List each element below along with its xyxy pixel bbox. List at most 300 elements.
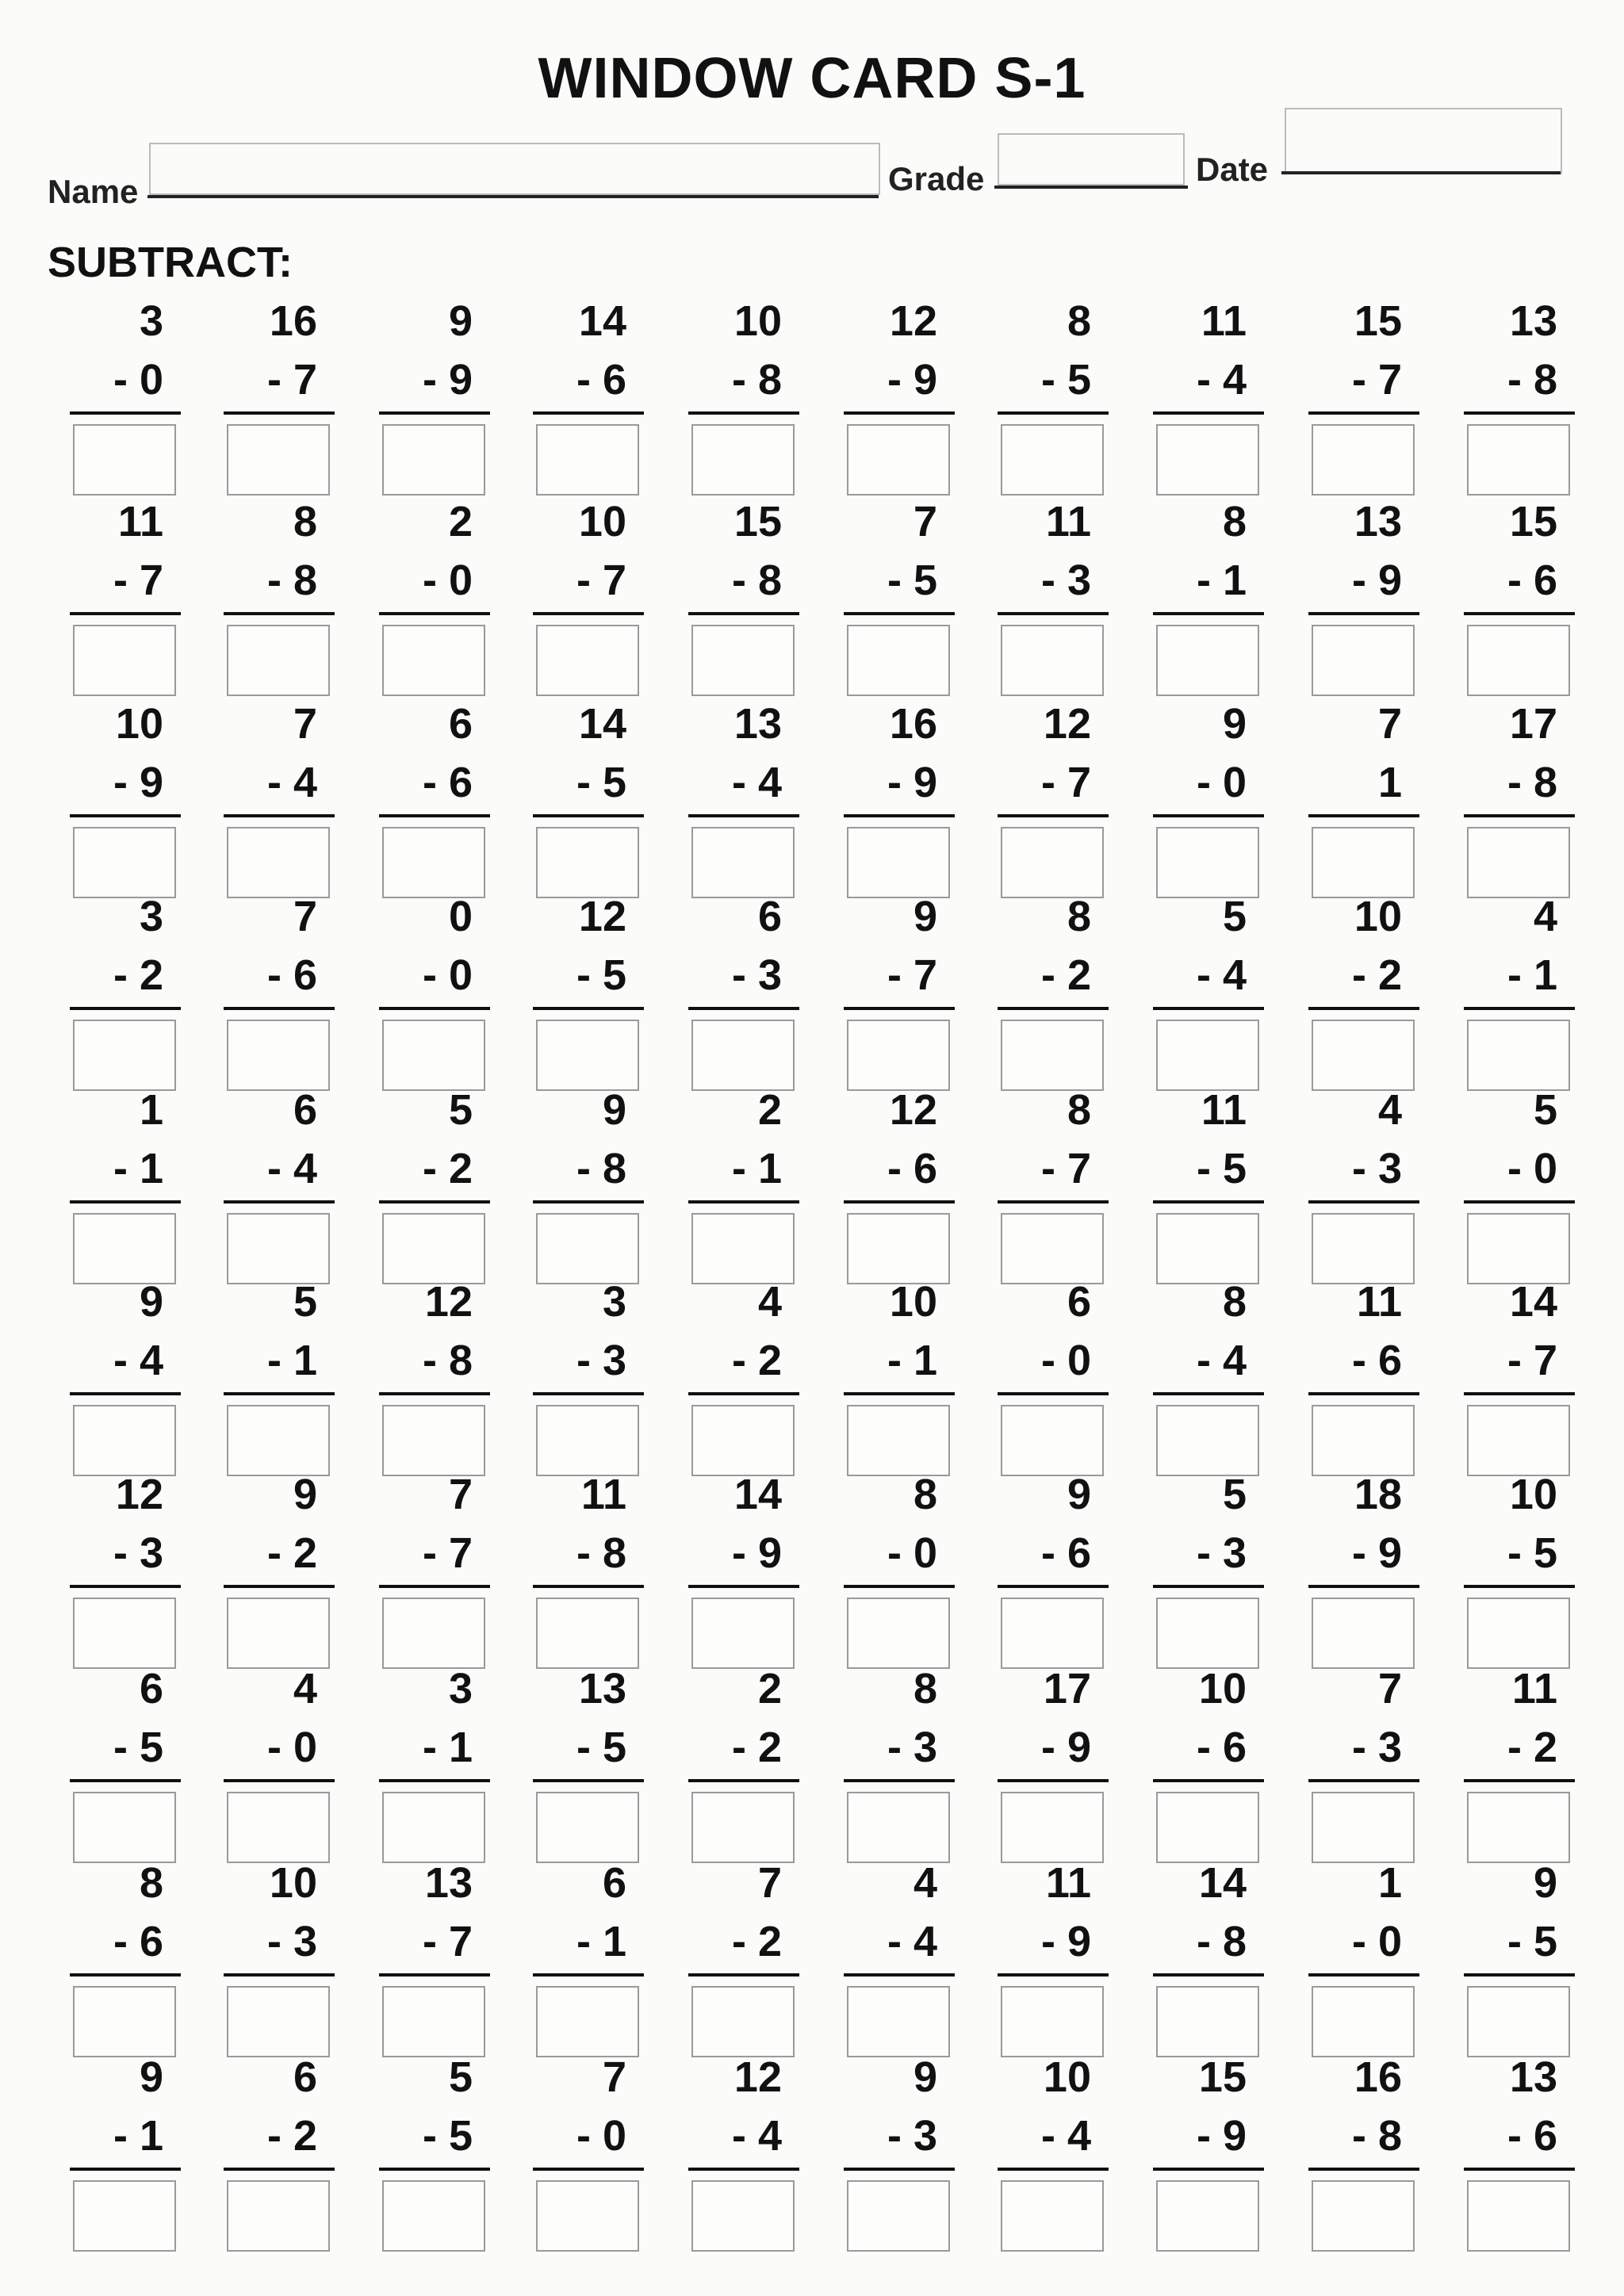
problem-item: [379, 1278, 498, 1441]
answer-rule: [533, 612, 644, 615]
answer-box[interactable]: [73, 1213, 176, 1284]
answer-rule: [1308, 1007, 1419, 1010]
answer-box[interactable]: [382, 1020, 485, 1091]
minuend: 8: [913, 1665, 937, 1712]
problem-item: [1308, 297, 1427, 460]
answer-box[interactable]: [382, 1986, 485, 2057]
minuend: 4: [293, 1665, 317, 1712]
minuend: 7: [293, 893, 317, 940]
subtrahend: - 1: [576, 1918, 626, 1965]
grade-field[interactable]: [998, 133, 1185, 186]
problem-item: [688, 1086, 807, 1249]
minuend: 6: [293, 1086, 317, 1134]
problem-item: [1464, 297, 1583, 460]
answer-rule: [533, 1585, 644, 1588]
problem-item: [844, 1471, 963, 1633]
answer-box[interactable]: [1001, 2180, 1104, 2252]
subtrahend: - 5: [1196, 1145, 1247, 1192]
answer-box[interactable]: [1001, 1598, 1104, 1669]
minuend: 13: [1509, 297, 1557, 345]
subtrahend: - 7: [887, 951, 937, 999]
minuend: 14: [1509, 1278, 1557, 1326]
problem-item: [1308, 1086, 1427, 1249]
subtrahend: - 2: [731, 1918, 782, 1965]
problem-item: [998, 1665, 1116, 1827]
problem-item: [224, 1278, 343, 1441]
answer-rule: [70, 1392, 181, 1395]
subtrahend: - 0: [266, 1724, 317, 1771]
minuend: 11: [117, 498, 163, 545]
minuend: 15: [1198, 2053, 1247, 2101]
answer-box[interactable]: [691, 1020, 795, 1091]
answer-box[interactable]: [1312, 1598, 1415, 1669]
answer-box[interactable]: [227, 1405, 330, 1476]
minuend: 15: [1509, 498, 1557, 545]
subtrahend: - 4: [1040, 2112, 1091, 2160]
answer-rule: [688, 814, 799, 817]
minuend: 8: [1222, 498, 1247, 545]
subtrahend: - 3: [887, 2112, 937, 2160]
answer-rule: [1153, 1007, 1264, 1010]
problem-item: [1308, 2053, 1427, 2216]
problem-item: [688, 297, 807, 460]
subtrahend: - 4: [731, 759, 782, 806]
subtrahend: - 3: [1351, 1724, 1402, 1771]
answer-rule: [224, 1585, 335, 1588]
minuend: 11: [1356, 1278, 1402, 1326]
answer-box[interactable]: [227, 1020, 330, 1091]
minuend: 10: [1043, 2053, 1091, 2101]
answer-rule: [70, 814, 181, 817]
minuend: 6: [448, 700, 473, 748]
minuend: 10: [889, 1278, 937, 1326]
answer-box[interactable]: [1156, 625, 1259, 696]
answer-box[interactable]: [847, 827, 950, 898]
answer-box[interactable]: [1156, 1020, 1259, 1091]
answer-rule: [844, 1585, 955, 1588]
answer-box[interactable]: [536, 625, 639, 696]
answer-rule: [688, 1007, 799, 1010]
answer-rule: [844, 1779, 955, 1782]
answer-rule: [1464, 612, 1575, 615]
answer-rule: [1464, 2168, 1575, 2171]
answer-box[interactable]: [1001, 827, 1104, 898]
subtrahend: - 8: [1196, 1918, 1247, 1965]
answer-rule: [224, 1200, 335, 1203]
answer-rule: [1308, 612, 1419, 615]
answer-rule: [533, 411, 644, 415]
answer-box[interactable]: [1001, 1020, 1104, 1091]
subtrahend: - 7: [266, 356, 317, 404]
answer-box[interactable]: [847, 1213, 950, 1284]
answer-box[interactable]: [691, 424, 795, 496]
subtrahend: - 5: [422, 2112, 473, 2160]
answer-box[interactable]: [227, 1792, 330, 1863]
subtrahend: - 0: [1351, 1918, 1402, 1965]
answer-box[interactable]: [1312, 827, 1415, 898]
answer-box[interactable]: [691, 1405, 795, 1476]
minuend: 7: [448, 1471, 473, 1518]
answer-box[interactable]: [227, 1213, 330, 1284]
answer-rule: [688, 1585, 799, 1588]
subtrahend: - 8: [422, 1337, 473, 1384]
answer-box[interactable]: [382, 1213, 485, 1284]
answer-box[interactable]: [536, 1598, 639, 1669]
answer-box[interactable]: [1467, 1986, 1570, 2057]
answer-box[interactable]: [1156, 424, 1259, 496]
answer-rule: [379, 2168, 490, 2171]
answer-rule: [688, 1973, 799, 1976]
subtrahend: - 1: [422, 1724, 473, 1771]
answer-box[interactable]: [1156, 1213, 1259, 1284]
subtrahend: - 6: [1351, 1337, 1402, 1384]
minuend: 6: [139, 1665, 163, 1712]
answer-box[interactable]: [227, 424, 330, 496]
answer-box[interactable]: [536, 827, 639, 898]
subtrahend: - 6: [1196, 1724, 1247, 1771]
answer-box[interactable]: [1467, 1792, 1570, 1863]
answer-box[interactable]: [73, 1405, 176, 1476]
answer-box[interactable]: [1467, 827, 1570, 898]
subtrahend: - 4: [1196, 951, 1247, 999]
subtrahend: - 9: [422, 356, 473, 404]
problem-item: [224, 1471, 343, 1633]
subtrahend: - 0: [1040, 1337, 1091, 1384]
answer-box[interactable]: [1312, 2180, 1415, 2252]
answer-rule: [70, 411, 181, 415]
problem-item: [224, 893, 343, 1055]
subtrahend: - 0: [887, 1529, 937, 1577]
answer-box[interactable]: [536, 1405, 639, 1476]
answer-box[interactable]: [382, 827, 485, 898]
problem-item: [1153, 1665, 1272, 1827]
minuend: 7: [1377, 700, 1402, 748]
subtrahend: - 8: [266, 557, 317, 604]
minuend: 10: [1198, 1665, 1247, 1712]
page-title: WINDOW CARD S-1: [538, 47, 1086, 110]
minuend: 8: [1222, 1278, 1247, 1326]
answer-box[interactable]: [1467, 1213, 1570, 1284]
answer-box[interactable]: [536, 1792, 639, 1863]
problem-item: [1464, 1471, 1583, 1633]
answer-rule: [844, 814, 955, 817]
answer-rule: [379, 814, 490, 817]
problem-item: [379, 1859, 498, 2022]
answer-box[interactable]: [1156, 1405, 1259, 1476]
answer-box[interactable]: [536, 424, 639, 496]
subtrahend: - 9: [887, 356, 937, 404]
problem-item: [224, 1086, 343, 1249]
subtrahend: - 5: [1507, 1918, 1557, 1965]
answer-box[interactable]: [382, 1598, 485, 1669]
problem-item: [70, 1859, 189, 2022]
minuend: 8: [293, 498, 317, 545]
minuend: 11: [1201, 1086, 1247, 1134]
answer-box[interactable]: [227, 1598, 330, 1669]
minuend: 11: [1201, 297, 1247, 345]
answer-box[interactable]: [847, 1598, 950, 1669]
minuend: 14: [578, 700, 626, 748]
answer-box[interactable]: [1156, 2180, 1259, 2252]
subtrahend: - 6: [1040, 1529, 1091, 1577]
answer-rule: [1308, 1585, 1419, 1588]
answer-box[interactable]: [73, 625, 176, 696]
problem-item: [224, 297, 343, 460]
minuend: 14: [733, 1471, 782, 1518]
answer-rule: [1464, 814, 1575, 817]
answer-rule: [1308, 1779, 1419, 1782]
answer-box[interactable]: [382, 424, 485, 496]
answer-box[interactable]: [1001, 1986, 1104, 2057]
problem-item: [533, 1859, 652, 2022]
minuend: 16: [1354, 2053, 1402, 2101]
answer-box[interactable]: [1312, 1405, 1415, 1476]
subtrahend: - 6: [1507, 557, 1557, 604]
answer-box[interactable]: [73, 1020, 176, 1091]
minuend: 8: [139, 1859, 163, 1907]
subtrahend: - 3: [576, 1337, 626, 1384]
answer-box[interactable]: [1001, 1792, 1104, 1863]
answer-box[interactable]: [847, 625, 950, 696]
answer-rule: [844, 1973, 955, 1976]
minuend: 13: [1509, 2053, 1557, 2101]
minuend: 3: [139, 297, 163, 345]
problem-item: [533, 498, 652, 660]
answer-box[interactable]: [1312, 1020, 1415, 1091]
answer-box[interactable]: [691, 2180, 795, 2252]
answer-box[interactable]: [1312, 1213, 1415, 1284]
answer-box[interactable]: [847, 1405, 950, 1476]
minuend: 4: [913, 1859, 937, 1907]
answer-rule: [844, 1200, 955, 1203]
subtrahend: - 5: [1507, 1529, 1557, 1577]
name-field[interactable]: [149, 143, 880, 195]
answer-box[interactable]: [73, 1598, 176, 1669]
subtrahend: - 6: [576, 356, 626, 404]
subtrahend: - 0: [422, 951, 473, 999]
problem-item: [998, 893, 1116, 1055]
answer-box[interactable]: [1312, 1986, 1415, 2057]
problem-item: [1308, 700, 1427, 863]
answer-box[interactable]: [1467, 625, 1570, 696]
answer-box[interactable]: [73, 2180, 176, 2252]
answer-rule: [224, 814, 335, 817]
minuend: 8: [1067, 1086, 1091, 1134]
problem-item: [379, 297, 498, 460]
problem-item: [70, 498, 189, 660]
minuend: 9: [913, 893, 937, 940]
minuend: 4: [1533, 893, 1557, 940]
answer-box[interactable]: [847, 1792, 950, 1863]
subtrahend: - 4: [266, 759, 317, 806]
problem-item: [688, 700, 807, 863]
answer-rule: [379, 612, 490, 615]
minuend: 5: [1222, 1471, 1247, 1518]
answer-box[interactable]: [691, 1986, 795, 2057]
answer-box[interactable]: [847, 1020, 950, 1091]
problem-item: [998, 1086, 1116, 1249]
subtrahend: - 9: [1040, 1724, 1091, 1771]
subtrahend: - 9: [1351, 1529, 1402, 1577]
answer-box[interactable]: [536, 1020, 639, 1091]
answer-box[interactable]: [227, 2180, 330, 2252]
subtrahend: - 7: [1040, 759, 1091, 806]
subtrahend: - 2: [266, 2112, 317, 2160]
answer-box[interactable]: [382, 2180, 485, 2252]
minuend: 11: [1045, 498, 1091, 545]
problem-item: [70, 297, 189, 460]
problem-item: [1308, 1665, 1427, 1827]
answer-box[interactable]: [847, 424, 950, 496]
minuend: 12: [889, 1086, 937, 1134]
answer-box[interactable]: [691, 1598, 795, 1669]
subtrahend: - 2: [731, 1337, 782, 1384]
problem-item: [688, 498, 807, 660]
answer-box[interactable]: [227, 1986, 330, 2057]
minuend: 1: [139, 1086, 163, 1134]
problem-item: [533, 893, 652, 1055]
answer-box[interactable]: [1001, 1213, 1104, 1284]
subtrahend: - 1: [1196, 557, 1247, 604]
answer-box[interactable]: [1156, 1792, 1259, 1863]
answer-box[interactable]: [227, 625, 330, 696]
answer-box[interactable]: [73, 827, 176, 898]
answer-rule: [1308, 1200, 1419, 1203]
subtrahend: - 1: [887, 1337, 937, 1384]
minuend: 2: [757, 1665, 782, 1712]
problem-item: [224, 498, 343, 660]
answer-box[interactable]: [1467, 424, 1570, 496]
minuend: 14: [578, 297, 626, 345]
minuend: 10: [578, 498, 626, 545]
minuend: 6: [293, 2053, 317, 2101]
answer-box[interactable]: [1001, 424, 1104, 496]
problem-item: [1153, 1859, 1272, 2022]
minuend: 5: [448, 2053, 473, 2101]
answer-box[interactable]: [1467, 1598, 1570, 1669]
problem-item: [533, 700, 652, 863]
minuend: 10: [269, 1859, 317, 1907]
answer-box[interactable]: [1467, 1405, 1570, 1476]
problem-item: [70, 1278, 189, 1441]
answer-box[interactable]: [73, 1986, 176, 2057]
answer-rule: [533, 2168, 644, 2171]
minuend: 4: [1377, 1086, 1402, 1134]
name-underline: [147, 195, 879, 198]
answer-box[interactable]: [691, 1792, 795, 1863]
answer-rule: [1464, 1392, 1575, 1395]
answer-box[interactable]: [691, 1213, 795, 1284]
answer-rule: [533, 1779, 644, 1782]
grade-underline: [994, 186, 1188, 189]
answer-rule: [844, 2168, 955, 2171]
answer-rule: [998, 814, 1109, 817]
date-field[interactable]: [1285, 108, 1562, 174]
problem-item: [379, 1665, 498, 1827]
answer-box[interactable]: [847, 1986, 950, 2057]
answer-box[interactable]: [536, 2180, 639, 2252]
name-label: Name: [48, 173, 139, 210]
problem-item: [379, 498, 498, 660]
subtrahend: - 2: [1040, 951, 1091, 999]
answer-box[interactable]: [227, 827, 330, 898]
subtrahend: - 0: [113, 356, 163, 404]
subtrahend: - 1: [731, 1145, 782, 1192]
minuend: 12: [578, 893, 626, 940]
answer-box[interactable]: [73, 1792, 176, 1863]
problem-item: [998, 2053, 1116, 2216]
answer-rule: [1464, 1585, 1575, 1588]
answer-rule: [224, 1007, 335, 1010]
answer-box[interactable]: [1156, 1986, 1259, 2057]
answer-box[interactable]: [536, 1213, 639, 1284]
answer-rule: [1464, 1779, 1575, 1782]
subtrahend: - 6: [113, 1918, 163, 1965]
answer-box[interactable]: [691, 827, 795, 898]
problem-item: [1308, 498, 1427, 660]
answer-box[interactable]: [382, 625, 485, 696]
problem-item: [1153, 2053, 1272, 2216]
answer-box[interactable]: [382, 1792, 485, 1863]
answer-box[interactable]: [1156, 827, 1259, 898]
answer-box[interactable]: [1156, 1598, 1259, 1669]
minuend: 4: [757, 1278, 782, 1326]
subtrahend: - 9: [1351, 557, 1402, 604]
subtrahend: - 7: [113, 557, 163, 604]
problem-item: [1464, 700, 1583, 863]
answer-rule: [379, 1392, 490, 1395]
minuend: 16: [889, 700, 937, 748]
subtrahend: - 4: [113, 1337, 163, 1384]
minuend: 7: [757, 1859, 782, 1907]
answer-box[interactable]: [536, 1986, 639, 2057]
subtrahend: - 1: [266, 1337, 317, 1384]
answer-rule: [224, 411, 335, 415]
answer-box[interactable]: [1312, 1792, 1415, 1863]
problem-item: [998, 498, 1116, 660]
subtrahend: - 0: [1507, 1145, 1557, 1192]
subtrahend: - 2: [422, 1145, 473, 1192]
answer-box[interactable]: [1312, 424, 1415, 496]
answer-box[interactable]: [1467, 1020, 1570, 1091]
subtrahend: - 5: [576, 1724, 626, 1771]
answer-box[interactable]: [382, 1405, 485, 1476]
answer-rule: [998, 612, 1109, 615]
problem-item: [533, 1086, 652, 1249]
answer-box[interactable]: [73, 424, 176, 496]
problem-item: [998, 700, 1116, 863]
grade-label: Grade: [888, 160, 985, 197]
minuend: 9: [913, 2053, 937, 2101]
answer-rule: [844, 612, 955, 615]
answer-rule: [1153, 1973, 1264, 1976]
subtrahend: - 2: [266, 1529, 317, 1577]
subtrahend: - 4: [887, 1918, 937, 1965]
answer-box[interactable]: [1001, 1405, 1104, 1476]
problem-item: [379, 1471, 498, 1633]
answer-box[interactable]: [691, 625, 795, 696]
problem-item: [1464, 1086, 1583, 1249]
answer-box[interactable]: [1467, 2180, 1570, 2252]
answer-box[interactable]: [847, 2180, 950, 2252]
problem-item: [688, 1471, 807, 1633]
answer-rule: [70, 2168, 181, 2171]
answer-box[interactable]: [1001, 625, 1104, 696]
answer-rule: [998, 1779, 1109, 1782]
minuend: 11: [1511, 1665, 1557, 1712]
answer-rule: [70, 1585, 181, 1588]
answer-box[interactable]: [1312, 625, 1415, 696]
